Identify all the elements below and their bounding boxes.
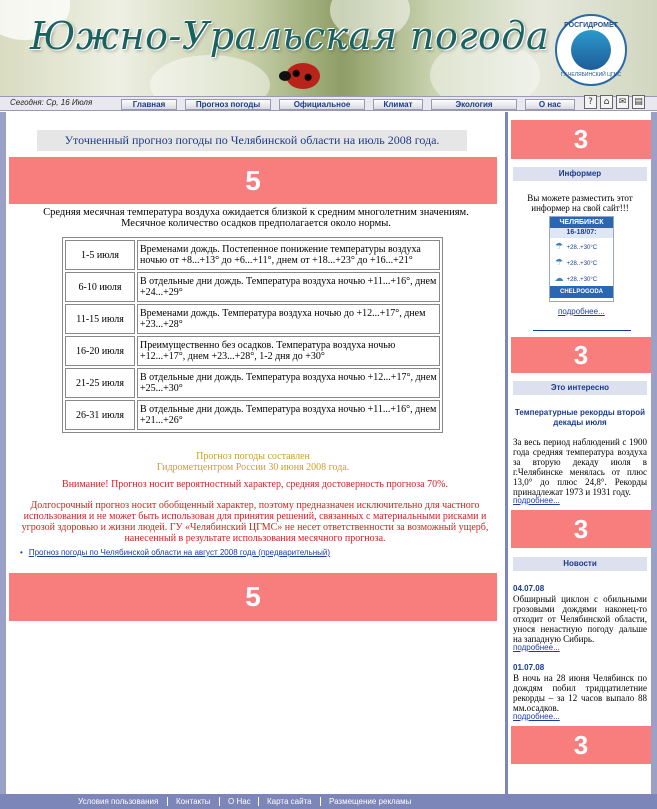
news-date: 04.07.08 xyxy=(513,584,545,593)
news-more-link[interactable]: подробнее... xyxy=(513,643,560,652)
table-row xyxy=(65,368,440,398)
forecast-period: 16-20 июля xyxy=(65,336,135,366)
ad-banner-bottom[interactable]: 5 xyxy=(9,573,497,621)
interest-header: Это интересно xyxy=(513,381,647,395)
forecast-description: В отдельные дни дождь. Температура воздуха ночью +11...+16°, днем +24...+29° xyxy=(137,272,440,302)
news-header: Новости xyxy=(513,557,647,571)
footer-link-terms[interactable]: Условия пользования xyxy=(78,797,159,806)
page-title: Уточненный прогноз погоды по Челябинской области на июль 2008 года. xyxy=(37,130,467,151)
informer-header: Информер xyxy=(513,167,647,181)
informer-description: Вы можете разместить этот информер на свой сайт!!! xyxy=(527,193,633,213)
column-divider xyxy=(505,112,508,794)
intro-temperature: Средняя месячная температура воздуха ожидается близкой к средним многолетним значениям. xyxy=(43,207,469,218)
forecast-table xyxy=(62,237,443,433)
accuracy-warning: Внимание! Прогноз носит вероятностный характер, средняя достоверность прогноза 70%. xyxy=(62,479,448,490)
news-text: Обширный циклон с обильными грозовыми дождями наконец-то отходит от Челябинской области, унося ненастную погоду дальше на западную Сибирь. xyxy=(513,594,647,644)
nav-item-about[interactable]: О нас xyxy=(525,99,575,110)
widget-temperature: +28..+30°C xyxy=(566,245,598,251)
forecast-description: Временами дождь. Температура воздуха ночью до +12...+17°, днем +23...+28° xyxy=(137,304,440,334)
widget-row xyxy=(550,270,613,286)
disclaimer-text: Долгосрочный прогноз носит обобщенный характер, поэтому предназначен исключительно для частного использования и не может быть использован для принятия решений, связанных с материальными рисками и угрозой здоровью и жизни людей. ГУ «Челябинский ЦГМС» не несет ответственности за возможный ущерб, нанесенный в результате использования месячного прогноза. xyxy=(21,500,489,544)
sidebar-ad-3[interactable]: 3 xyxy=(511,510,651,548)
table-row xyxy=(65,240,440,270)
nav-item-ecology[interactable]: Экология xyxy=(431,99,517,110)
widget-row xyxy=(550,238,613,254)
flower-petal-decoration xyxy=(150,55,270,97)
interest-subtitle: Температурные рекорды второй декады июля xyxy=(514,408,646,427)
footer-separator xyxy=(258,797,259,806)
footer-link-advertising[interactable]: Размещение рекламы xyxy=(329,797,412,806)
forecast-period: 11-15 июля xyxy=(65,304,135,334)
logo-bottom-text: ГУ ЧЕЛЯБИНСКИЙ ЦГМС xyxy=(560,72,622,78)
table-row xyxy=(65,272,440,302)
source-line: Прогноз погоды составлен xyxy=(196,451,310,462)
footer-link-sitemap[interactable]: Карта сайта xyxy=(267,797,312,806)
ladybug-icon xyxy=(286,63,320,89)
table-row xyxy=(65,304,440,334)
news-date: 01.07.08 xyxy=(513,663,545,672)
frame-right-border xyxy=(651,112,657,794)
widget-row xyxy=(550,254,613,270)
print-icon[interactable]: ▤ xyxy=(632,95,645,109)
frame-left-border xyxy=(0,112,6,794)
footer-bar xyxy=(0,794,657,809)
source-line: Гидрометцентром России 30 июня 2008 года. xyxy=(156,462,350,473)
intro-precipitation: Месячное количество осадков предполагается около нормы. xyxy=(121,218,391,229)
today-date: Сегодня: Ср, 16 Июля xyxy=(10,98,93,107)
mail-icon[interactable]: ✉ xyxy=(616,95,629,109)
nav-item-official[interactable]: Официальное xyxy=(279,99,365,110)
sidebar-ad-1[interactable]: 3 xyxy=(511,120,651,159)
ad-banner-top[interactable]: 5 xyxy=(9,157,497,204)
footer-link-about[interactable]: О Нас xyxy=(228,797,251,806)
cloud-rain-icon: ☂ xyxy=(554,241,564,251)
interest-text: За весь период наблюдений с 1900 года средняя температура воздуха за вторую декаду июля в г.Челябинске менялась от плюс 13,0° до плюс 24,8°. Рекорды принадлежат 1973 и 1931 году. xyxy=(513,437,647,497)
forecast-description: В отдельные дни дождь. Температура воздуха ночью +11...+16°, днем +21...+26° xyxy=(137,400,440,430)
roshydromet-logo[interactable] xyxy=(555,14,627,86)
cloud-rain-icon: ☂ xyxy=(554,257,564,267)
widget-temperature: +28..+30°C xyxy=(566,261,598,267)
forecast-description: Временами дождь. Постепенное понижение температуры воздуха ночью от +8...+13° до +6...+11°, днем от +18...+23° до +16...+21° xyxy=(137,240,440,270)
table-row xyxy=(65,400,440,430)
header-banner xyxy=(0,0,657,97)
widget-city: ЧЕЛЯБИНСК xyxy=(550,217,613,228)
forecast-period: 1-5 июля xyxy=(65,240,135,270)
footer-link-contacts[interactable]: Контакты xyxy=(176,797,211,806)
logo-top-text: РОСГИДРОМЕТ xyxy=(564,22,618,29)
site-title[interactable]: Южно-Уральская погода xyxy=(30,14,550,58)
forecast-source xyxy=(100,451,406,473)
forecast-period: 21-25 июля xyxy=(65,368,135,398)
news-more-link[interactable]: подробнее... xyxy=(513,712,560,721)
table-row xyxy=(65,336,440,366)
news-text: В ночь на 28 июня Челябинск по дождям побил тридцатилетние рекорды – за 12 часов выпало 88 мм.осадков. xyxy=(513,673,647,713)
footer-separator xyxy=(219,797,220,806)
widget-date: 16-18/07: xyxy=(550,228,613,238)
weather-informer-widget[interactable] xyxy=(549,216,614,302)
help-icon[interactable]: ? xyxy=(584,95,597,109)
widget-brand: CHELPOGODA xyxy=(550,286,613,298)
home-icon[interactable]: ⌂ xyxy=(600,95,613,109)
nav-item-home[interactable]: Главная xyxy=(121,99,177,110)
footer-separator xyxy=(167,797,168,806)
forecast-description: В отдельные дни дождь. Температура воздуха ночью +12...+17°, днем +25...+30° xyxy=(137,368,440,398)
logo-emblem-icon xyxy=(571,30,611,70)
cloud-icon: ☁ xyxy=(554,273,564,283)
forecast-intro xyxy=(40,207,472,229)
nav-item-forecast[interactable]: Прогноз погоды xyxy=(185,99,271,110)
forecast-period: 6-10 июля xyxy=(65,272,135,302)
nav-item-climate[interactable]: Климат xyxy=(373,99,423,110)
informer-more-link[interactable]: подробнее... xyxy=(558,307,605,316)
forecast-period: 26-31 июля xyxy=(65,400,135,430)
sidebar-ad-2[interactable]: 3 xyxy=(511,337,651,373)
footer-separator xyxy=(320,797,321,806)
nav-bar xyxy=(0,97,657,111)
section-divider xyxy=(533,330,631,331)
widget-temperature: +28..+30°C xyxy=(566,277,598,283)
sidebar-ad-4[interactable]: 3 xyxy=(511,726,651,764)
august-forecast-link[interactable]: • Прогноз погоды по Челябинской области на август 2008 года (предварительный) xyxy=(20,548,330,557)
forecast-description: Преимущественно без осадков. Температура воздуха ночью +12...+17°, днем +23...+28°, 1-2 дня до +30° xyxy=(137,336,440,366)
interest-more-link[interactable]: подробнее... xyxy=(513,496,560,505)
